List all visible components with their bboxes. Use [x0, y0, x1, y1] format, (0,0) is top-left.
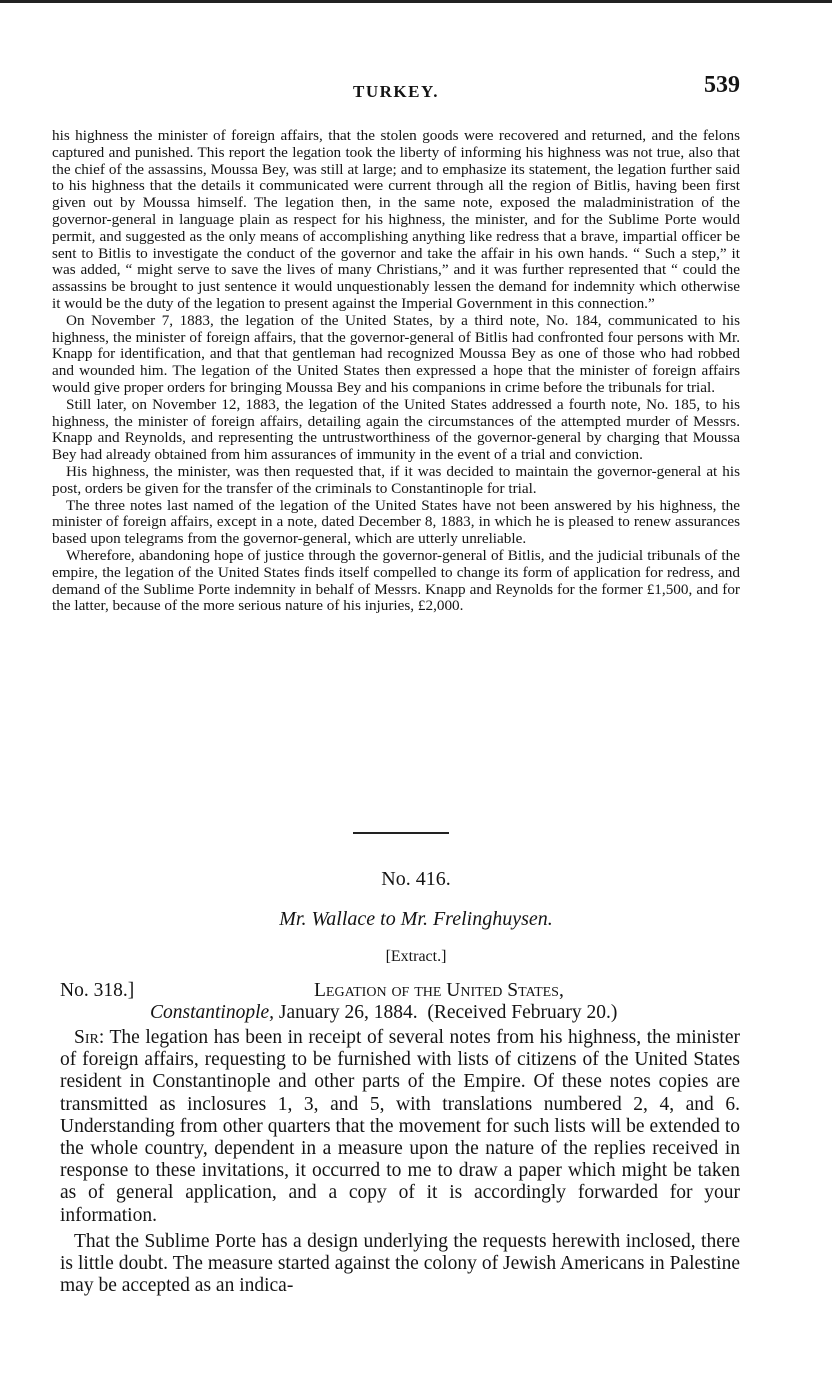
letter-paragraph [60, 1027, 740, 1227]
letter-paragraph: That the Sublime Porte has a design underlying the requests herewith inclosed, there is little doubt. The measure started against the colony of Jewish Americans in Palestine may be accepted as an indica- [60, 1230, 740, 1297]
date-line [150, 1002, 617, 1024]
salutation: Sir: [74, 1027, 105, 1048]
body-text [52, 128, 740, 615]
document-number: No. 416. [381, 868, 451, 890]
despatch-number: No. 318.] [60, 980, 135, 1001]
body-paragraph: On November 7, 1883, the legation of the United States, by a third note, No. 184, communicated to his highness, the minister of foreign affairs, that the governor-general of Bitlis had confronted four persons with Mr. Knapp for identification, and that that gentleman had recognized Moussa Bey as one of those who had robbed and wounded him. The legation of the United States then expressed a hope that the minister of foreign affairs would give proper orders for bringing Moussa Bey and his companions in crime before the tribunals for trial. [52, 311, 740, 396]
body-paragraph: Still later, on November 12, 1883, the legation of the United States addressed a fourth note, No. 185, to his highness, the minister of foreign affairs, detailing again the circumstances of the attempted murder of Messrs. Knapp and Reynolds, and representing the untrustworthiness of the governor-general by charging that Moussa Bey had already obtained from him assurances of immunity in the event of a trial and conviction. [52, 395, 740, 464]
legation-name: Legation of the United States, [314, 980, 564, 1001]
section-divider [353, 832, 449, 834]
letter-body [60, 1027, 740, 1297]
top-border-rule [0, 0, 832, 3]
body-paragraph: Wherefore, abandoning hope of justice through the governor-general of Bitlis, and the judicial tribunals of the empire, the legation of the United States finds itself compelled to change its form of application for redress, and demand of the Sublime Porte indemnity in behalf of Messrs. Knapp and Reynolds for the former £1,500, and for the latter, because of the more serious nature of his injuries, £2,000. [52, 546, 740, 615]
letter-paragraph-text: The legation has been in receipt of several notes from his highness, the minister of foreign affairs, requesting to be furnished with lists of citizens of the United States resident in Constantinople and other parts of the Empire. Of these notes copies are transmitted as inclosures 1, 3, and 5, with translations numbered 2, 4, and 6. Understanding from other quarters that the movement for such lists will be extended to the whole country, dependent in a measure upon the nature of the replies received in response to these invitations, it occurred to me to draw a paper which might be taken as of general application, and a copy of it is accordingly forwarded for your information. [60, 1027, 740, 1226]
page-header [52, 72, 740, 112]
letter-date: January 26, 1884. [278, 1002, 418, 1023]
running-head: TURKEY. [353, 82, 439, 101]
place: Constantinople, [150, 1002, 275, 1023]
extract-label: [Extract.] [385, 948, 447, 965]
body-paragraph: his highness the minister of foreign affairs, that the stolen goods were recovered and returned, and the felons captured and punished. This report the legation took the liberty of informing his highness was not true, also that the chief of the assassins, Moussa Bey, was still at large; and to emphasize its statement, the legation further said to his highness that the details it communicated were current through all the region of Bitlis, having been first given out by Moussa himself. The legation then, in the same note, exposed the maladministration of the governor-general in language plain as respect for his highness, the minister, and for the Sublime Porte would permit, and suggested as the only means of accomplishing anything like redress that a brave, impartial officer be sent to Bitlis to investigate the conduct of the governor and take the affair in his own hands. “ Such a step,” it was added, “ might serve to save the lives of many Christians,” and it was further represented that “ could the assassins be brought to just sentence it would unquestionably lessen the demand for indemnity which otherwise it would be the duty of the legation to present against the Imperial Government in this connection.” [52, 127, 740, 312]
document-title: Mr. Wallace to Mr. Frelinghuysen. [279, 908, 553, 930]
body-paragraph: The three notes last named of the legation of the United States have not been answered by his highness, the minister of foreign affairs, except in a note, dated December 8, 1883, in which he is pleased to renew assurances based upon telegrams from the governor-general, which are utterly unreliable. [52, 496, 740, 548]
received-date: (Received February 20.) [427, 1002, 618, 1023]
body-paragraph: His highness, the minister, was then requested that, if it was decided to maintain the governor-general at his post, orders be given for the transfer of the criminals to Constantinople for trial. [52, 462, 740, 497]
page-number: 539 [704, 72, 740, 98]
